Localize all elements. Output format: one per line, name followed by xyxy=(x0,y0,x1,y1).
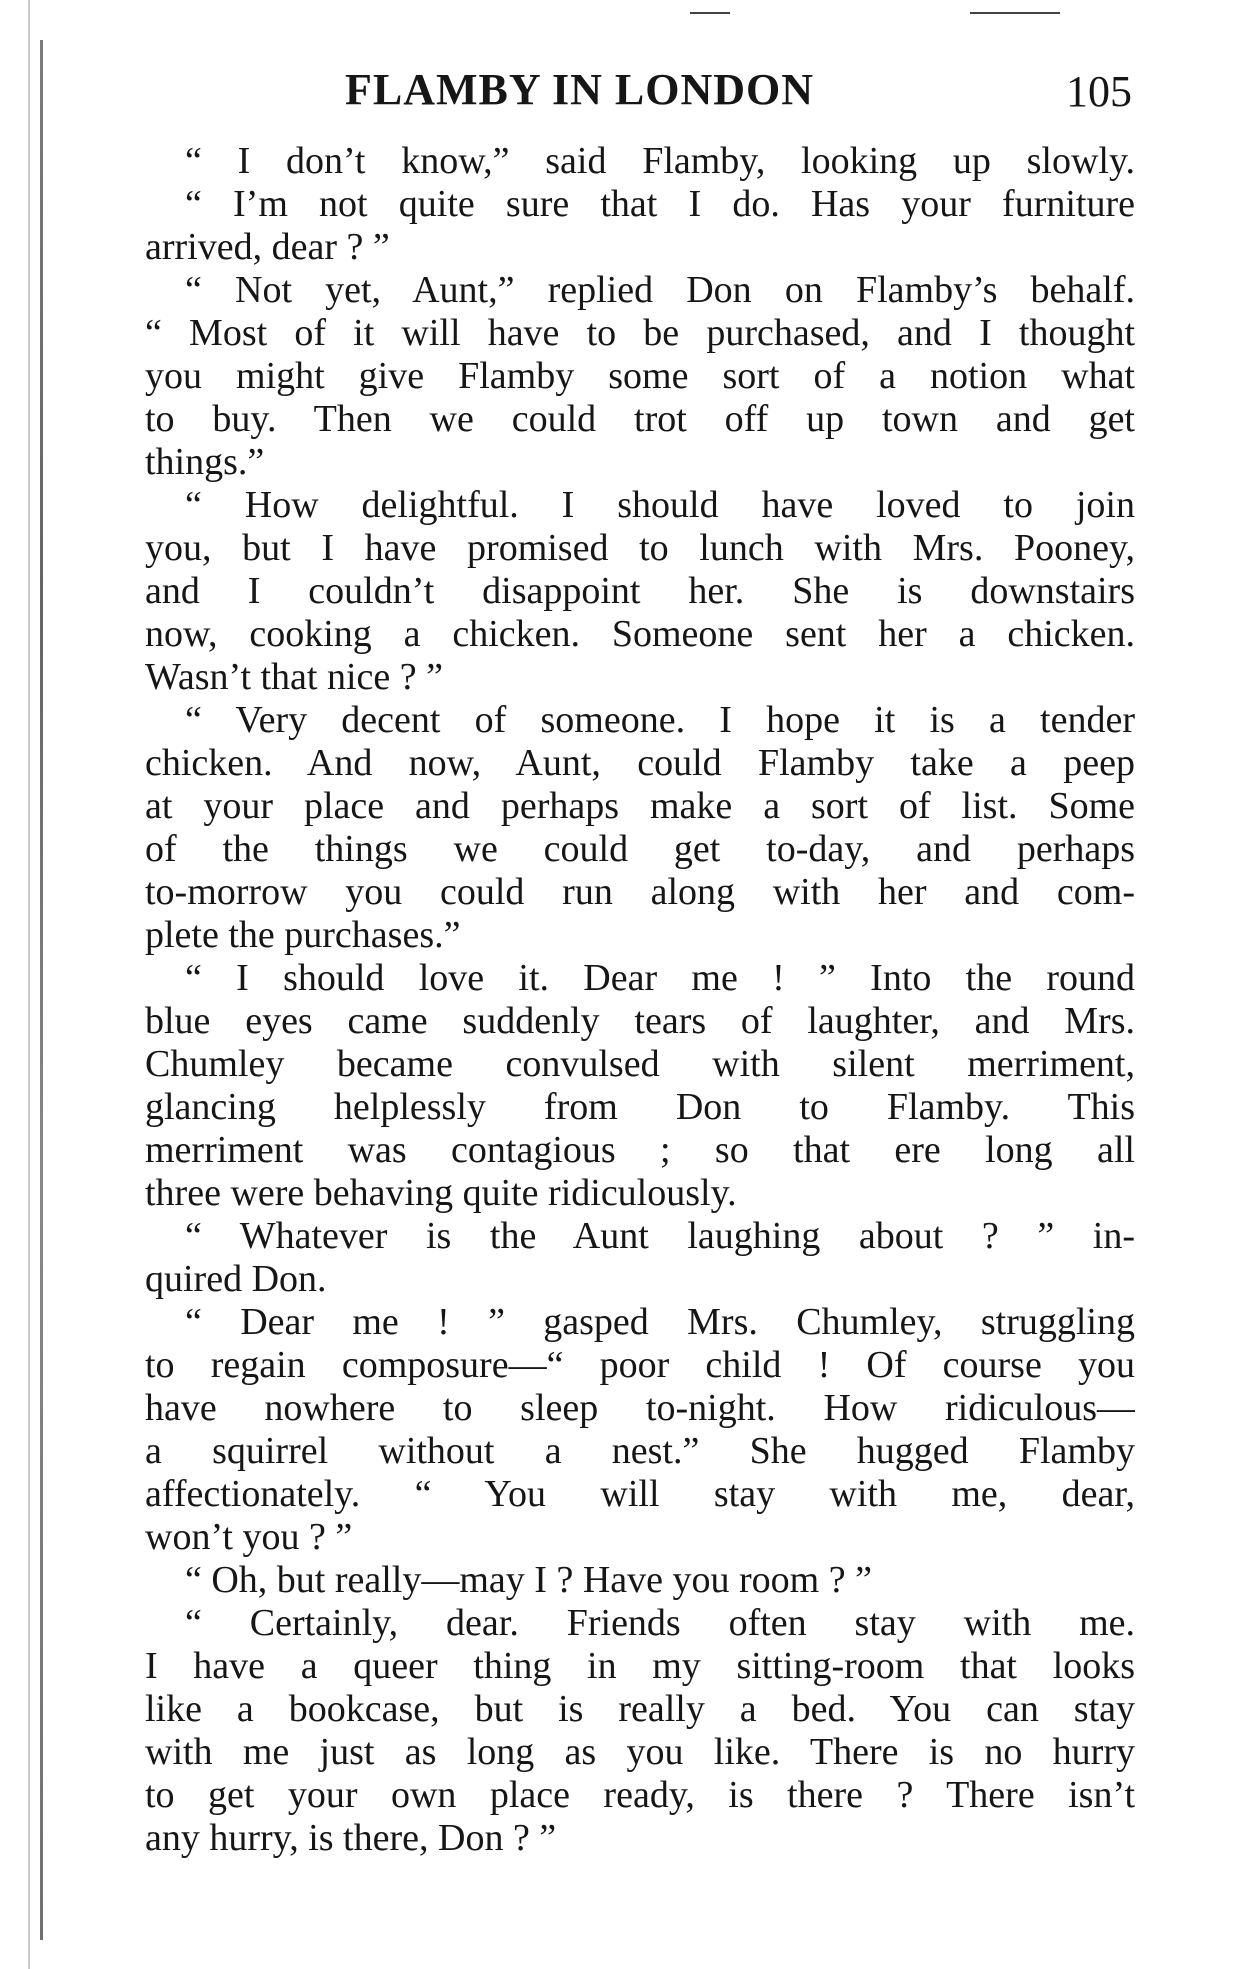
running-title: FLAMBY IN LONDON xyxy=(345,65,815,114)
text-line: quired Don. xyxy=(145,1258,327,1300)
text-line: you, but I have promised to lunch with Mrs. Pooney, xyxy=(145,527,1135,569)
text-line: to buy. Then we could trot off up town and get xyxy=(145,398,1135,440)
text-line: “ Dear me ! ” gasped Mrs. Chumley, struggling xyxy=(185,1301,1135,1343)
text-line: Wasn’t that nice ? ” xyxy=(145,656,444,698)
text-line: won’t you ? ” xyxy=(145,1516,353,1558)
text-line: a squirrel without a nest.” She hugged Flamby xyxy=(145,1430,1135,1472)
text-line: merriment was contagious ; so that ere long all xyxy=(145,1129,1135,1171)
text-line: “ I should love it. Dear me ! ” Into the round xyxy=(185,957,1135,999)
page-binding-edge xyxy=(40,40,43,1940)
text-line: Chumley became convulsed with silent merriment, xyxy=(145,1043,1135,1085)
text-line: things.” xyxy=(145,441,265,483)
text-line: arrived, dear ? ” xyxy=(145,226,390,268)
page-number: 105 xyxy=(1066,67,1132,116)
text-line: “ Whatever is the Aunt laughing about ? ” in- xyxy=(185,1215,1135,1257)
text-line: of the things we could get to-day, and perhaps xyxy=(145,828,1135,870)
text-line: chicken. And now, Aunt, could Flamby take a peep xyxy=(145,742,1135,784)
text-line: now, cooking a chicken. Someone sent her a chicken. xyxy=(145,613,1135,655)
text-line: “ How delightful. I should have loved to join xyxy=(185,484,1135,526)
text-line: like a bookcase, but is really a bed. You can stay xyxy=(145,1688,1135,1730)
text-line: and I couldn’t disappoint her. She is downstairs xyxy=(145,570,1135,612)
text-line: “ I don’t know,” said Flamby, looking up slowly. xyxy=(185,140,1135,182)
scan-edge-shadow xyxy=(28,0,30,1969)
text-line: have nowhere to sleep to-night. How ridiculous— xyxy=(145,1387,1135,1429)
text-line: to-morrow you could run along with her and com- xyxy=(145,871,1135,913)
scan-mark xyxy=(690,12,730,14)
text-line: blue eyes came suddenly tears of laughter, and Mrs. xyxy=(145,1000,1135,1042)
page-header xyxy=(140,64,1140,134)
text-line: I have a queer thing in my sitting-room that looks xyxy=(145,1645,1135,1687)
text-line: plete the purchases.” xyxy=(145,914,461,956)
text-line: at your place and perhaps make a sort of list. Some xyxy=(145,785,1135,827)
text-line: “ Oh, but really—may I ? Have you room ? ” xyxy=(185,1559,872,1601)
text-line: affectionately. “ You will stay with me, dear, xyxy=(145,1473,1135,1515)
text-line: three were behaving quite ridiculously. xyxy=(145,1172,737,1214)
text-line: glancing helplessly from Don to Flamby. This xyxy=(145,1086,1135,1128)
text-line: to regain composure—“ poor child ! Of course you xyxy=(145,1344,1135,1386)
text-line: “ Certainly, dear. Friends often stay with me. xyxy=(185,1602,1135,1644)
text-line: to get your own place ready, is there ? There isn’t xyxy=(145,1774,1135,1816)
scan-mark xyxy=(970,12,1060,14)
text-line: any hurry, is there, Don ? ” xyxy=(145,1817,557,1859)
text-line: “ Not yet, Aunt,” replied Don on Flamby’s behalf. xyxy=(185,269,1135,311)
text-line: with me just as long as you like. There is no hurry xyxy=(145,1731,1135,1773)
text-line: “ I’m not quite sure that I do. Has your furniture xyxy=(185,183,1135,225)
body-text xyxy=(145,140,1135,1860)
text-line: “ Most of it will have to be purchased, and I thought xyxy=(145,312,1135,354)
text-line: you might give Flamby some sort of a notion what xyxy=(145,355,1135,397)
text-line: “ Very decent of someone. I hope it is a tender xyxy=(185,699,1135,741)
